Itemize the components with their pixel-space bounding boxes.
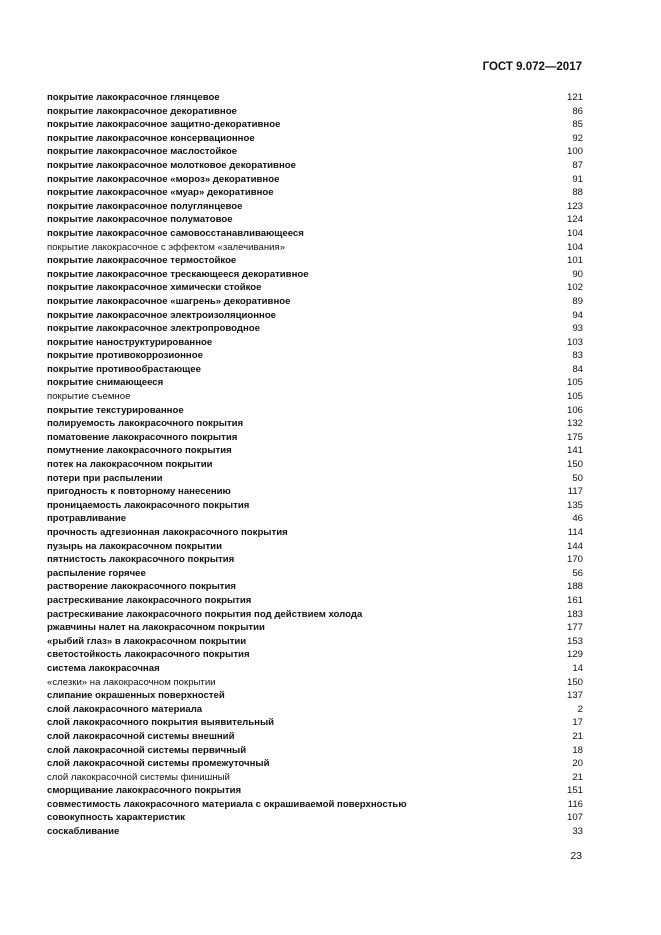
index-entry	[47, 798, 583, 812]
index-entry	[47, 703, 583, 717]
index-page-ref: 89	[572, 295, 583, 307]
index-term: растворение лакокрасочного покрытия	[47, 581, 236, 593]
index-page-ref: 33	[572, 826, 583, 838]
index-term: потери при распылении	[47, 472, 163, 484]
index-entry	[47, 417, 583, 431]
index-page-ref: 151	[566, 785, 583, 797]
index-entry	[47, 431, 583, 445]
index-page-ref: 170	[566, 554, 583, 566]
index-entry	[47, 689, 583, 703]
index-entry	[47, 526, 583, 540]
index-page-ref: 84	[572, 363, 583, 375]
index-page-ref: 2	[577, 703, 583, 715]
index-term: слой лакокрасочной системы первичный	[47, 744, 247, 756]
index-page-ref: 104	[566, 227, 583, 239]
index-term: слой лакокрасочной системы внешний	[47, 730, 235, 742]
index-page-ref: 93	[572, 323, 583, 335]
index-term: сморщивание лакокрасочного покрытия	[47, 785, 242, 797]
index-term: покрытие противокоррозионное	[47, 350, 203, 362]
index-term: покрытие лакокрасочное «шагрень» декоративное	[47, 295, 291, 307]
index-page-ref: 21	[572, 730, 583, 742]
index-page-ref: 86	[572, 105, 583, 117]
index-term: полируемость лакокрасочного покрытия	[47, 418, 244, 430]
index-entry	[47, 811, 583, 825]
index-entry	[47, 213, 583, 227]
index-entry	[47, 309, 583, 323]
index-entry	[47, 404, 583, 418]
index-page-ref: 114	[567, 527, 583, 538]
index-entry	[47, 118, 583, 132]
index-term: пятнистость лакокрасочного покрытия	[47, 554, 235, 566]
index-entry	[47, 281, 583, 295]
index-entry	[47, 744, 583, 758]
index-term: покрытие лакокрасочное полуглянцевое	[47, 200, 243, 212]
index-term: покрытие лакокрасочное консервационное	[47, 132, 255, 144]
index-page-ref: 141	[566, 445, 583, 457]
index-term: поматовение лакокрасочного покрытия	[47, 431, 238, 443]
index-entry	[47, 485, 583, 499]
index-entry	[47, 322, 583, 336]
index-term: покрытие текстурированное	[47, 404, 184, 416]
index-term: соскабливание	[47, 826, 120, 838]
index-term: покрытие лакокрасочное маслостойкое	[47, 146, 238, 158]
index-page-ref: 150	[566, 459, 583, 471]
index-page-ref: 124	[566, 214, 583, 226]
index-term: светостойкость лакокрасочного покрытия	[47, 649, 250, 661]
index-page-ref: 132	[566, 418, 583, 430]
index-entry	[47, 757, 583, 771]
index-entry	[47, 186, 583, 200]
index-term: «слезки» на лакокрасочном покрытии	[47, 676, 216, 688]
index-entry	[47, 771, 583, 785]
index-page-ref: 121	[566, 92, 583, 103]
index-term: покрытие лакокрасочное защитно-декоративное	[47, 119, 281, 131]
index-page-ref: 94	[572, 309, 583, 321]
page-number: 23	[570, 850, 582, 862]
index-page-ref: 87	[572, 159, 583, 171]
index-entry	[47, 173, 583, 187]
index-entry	[47, 580, 583, 594]
index-entry	[47, 295, 583, 309]
index-page-ref: 102	[566, 282, 583, 294]
index-term: покрытие лакокрасочное с эффектом «залечивания»	[47, 241, 286, 253]
index-entry	[47, 132, 583, 146]
index-entry	[47, 716, 583, 730]
index-term: растрескивание лакокрасочного покрытия	[47, 594, 252, 606]
index-entry	[47, 499, 583, 513]
index-page-ref: 129	[566, 649, 583, 661]
index-term: покрытие лакокрасочное самовосстанавливающееся	[47, 227, 304, 239]
index-entry	[47, 241, 583, 255]
index-entry	[47, 159, 583, 173]
index-term: покрытие лакокрасочное химически стойкое	[47, 282, 262, 294]
index-term: покрытие снимающееся	[47, 377, 164, 389]
index-term: слой лакокрасочного материала	[47, 703, 203, 715]
index-page-ref: 46	[572, 513, 583, 525]
index-entry	[47, 553, 583, 567]
index-page-ref: 90	[572, 268, 583, 280]
index-term: покрытие наноструктурированное	[47, 336, 213, 348]
index-entry	[47, 458, 583, 472]
index-page-ref: 107	[566, 812, 583, 824]
index-page-ref: 101	[566, 255, 583, 267]
index-term: покрытие лакокрасочное молотковое декоративное	[47, 159, 296, 171]
index-term: покрытие лакокрасочное «муар» декоративное	[47, 187, 274, 199]
index-entry	[47, 676, 583, 690]
index-term: совместимость лакокрасочного материала с окрашиваемой поверхностью	[47, 798, 407, 810]
index-term: проницаемость лакокрасочного покрытия	[47, 499, 250, 511]
index-term: покрытие лакокрасочное полуматовое	[47, 214, 233, 226]
index-page-ref: 106	[566, 404, 583, 416]
index-page-ref: 17	[572, 717, 583, 729]
index-entry	[47, 336, 583, 350]
index-page-ref: 14	[572, 662, 583, 674]
index-entry	[47, 784, 583, 798]
index-term: пригодность к повторному нанесению	[47, 486, 231, 498]
index-entry	[47, 227, 583, 241]
index-entry	[47, 200, 583, 214]
index-page-ref: 56	[572, 567, 583, 579]
index-entry	[47, 390, 583, 404]
index-entry	[47, 512, 583, 526]
index-page-ref: 85	[572, 119, 583, 131]
index-page-ref: 135	[566, 499, 583, 511]
index-entry	[47, 567, 583, 581]
index-page-ref: 103	[566, 336, 583, 348]
index-page-ref: 105	[566, 377, 583, 389]
index-term: ржавчины налет на лакокрасочном покрытии	[47, 622, 265, 634]
index-page-ref: 88	[572, 187, 583, 199]
index-entry	[47, 472, 583, 486]
index-term: покрытие лакокрасочное термостойкое	[47, 255, 237, 267]
index-term: слой лакокрасочной системы промежуточный	[47, 758, 270, 770]
index-entry	[47, 540, 583, 554]
index-page-ref: 100	[566, 146, 583, 158]
index-page-ref: 175	[566, 431, 583, 443]
index-entry	[47, 268, 583, 282]
index-term: помутнение лакокрасочного покрытия	[47, 445, 232, 457]
index-page-ref: 20	[572, 758, 583, 770]
index-page-ref: 104	[566, 241, 583, 253]
index-entry	[47, 608, 583, 622]
index-entry	[47, 444, 583, 458]
index-entry	[47, 594, 583, 608]
index-term: покрытие лакокрасочное трескающееся декоративное	[47, 268, 309, 280]
index-page-ref: 91	[572, 173, 583, 185]
index-page-ref: 150	[566, 676, 583, 688]
index-term: система лакокрасочная	[47, 662, 160, 674]
index-page-ref: 92	[572, 132, 583, 144]
index-page-ref: 83	[572, 350, 583, 362]
index-term: протравливание	[47, 513, 127, 525]
index-term: «рыбий глаз» в лакокрасочном покрытии	[47, 635, 247, 647]
index-term: покрытие лакокрасочное декоративное	[47, 105, 237, 117]
index-term: покрытие лакокрасочное электроизоляционное	[47, 309, 277, 321]
index-page-ref: 177	[566, 622, 583, 634]
index-term: покрытие съемное	[47, 391, 131, 403]
index-entry	[47, 825, 583, 839]
index-page-ref: 137	[566, 690, 583, 702]
index-entry	[47, 376, 583, 390]
index-entry	[47, 648, 583, 662]
index-term: совокупность характеристик	[47, 812, 186, 824]
index-entry	[47, 105, 583, 119]
index-term: прочность адгезионная лакокрасочного покрытия	[47, 527, 288, 538]
index-entry	[47, 662, 583, 676]
index-page-ref: 116	[567, 798, 583, 810]
index-entry	[47, 621, 583, 635]
index-page-ref: 161	[566, 594, 583, 606]
index-page-ref: 18	[572, 744, 583, 756]
index-page-ref: 153	[566, 635, 583, 647]
index-page-ref: 21	[572, 771, 583, 783]
index-term: покрытие противообрастающее	[47, 363, 201, 375]
document-id: ГОСТ 9.072—2017	[482, 61, 582, 73]
index-term: слипание окрашенных поверхностей	[47, 690, 225, 702]
index-entry	[47, 91, 583, 105]
index-page-ref: 50	[572, 472, 583, 484]
alphabetical-index	[47, 91, 583, 839]
index-term: покрытие лакокрасочное электропроводное	[47, 323, 260, 335]
index-page-ref: 183	[566, 608, 583, 620]
index-page-ref: 144	[566, 540, 583, 552]
index-page-ref: 123	[566, 200, 583, 212]
index-term: слой лакокрасочной системы финишный	[47, 771, 230, 783]
index-term: потек на лакокрасочном покрытии	[47, 459, 213, 471]
index-entry	[47, 363, 583, 377]
index-entry	[47, 730, 583, 744]
index-entry	[47, 145, 583, 159]
index-page-ref: 117	[567, 486, 583, 498]
index-term: пузырь на лакокрасочном покрытии	[47, 540, 222, 552]
index-term: покрытие лакокрасочное «мороз» декоративное	[47, 173, 280, 185]
index-term: покрытие лакокрасочное глянцевое	[47, 92, 220, 103]
index-page-ref: 105	[566, 391, 583, 403]
index-page-ref: 188	[566, 581, 583, 593]
index-term: растрескивание лакокрасочного покрытия под действием холода	[47, 608, 363, 620]
index-entry	[47, 635, 583, 649]
index-term: слой лакокрасочного покрытия выявительный	[47, 717, 275, 729]
index-term: распыление горячее	[47, 567, 146, 579]
index-entry	[47, 254, 583, 268]
index-entry	[47, 349, 583, 363]
